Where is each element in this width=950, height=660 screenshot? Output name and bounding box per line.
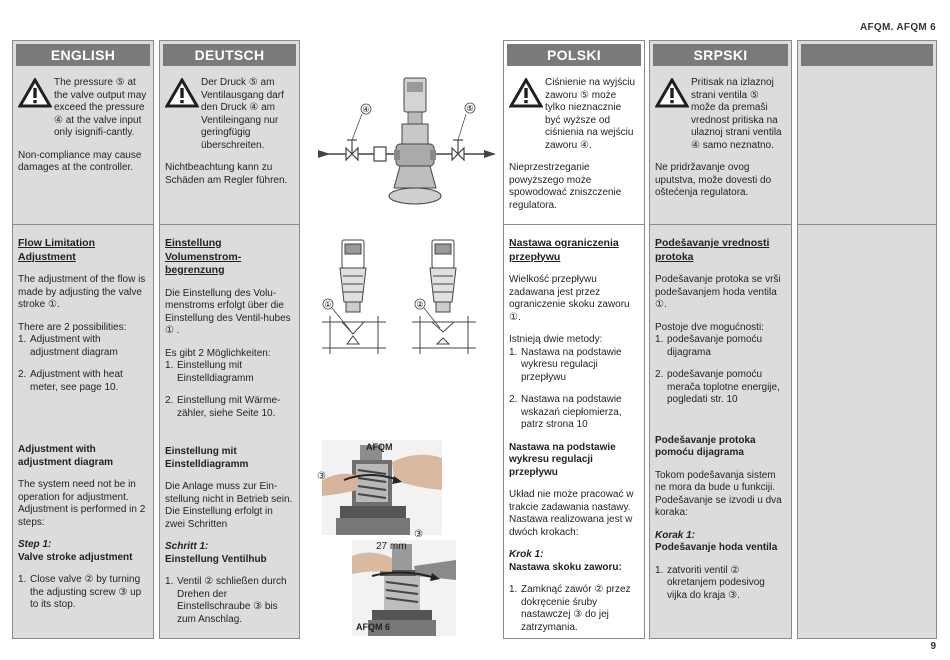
paragraph: Podešavanje protoka se vrši podešavanjem hoda ventila ①. <box>655 274 781 310</box>
step-title: Valve stroke adjustment <box>18 551 133 563</box>
afqm-adjustment-photo <box>322 440 442 535</box>
paragraph: Die Einstellung des Volu-menstroms erfolgt über die Einstellung des Ventil-hubes ① . <box>165 287 291 336</box>
page-number: 9 <box>930 641 936 652</box>
section-title: Nastawa ograniczenia przepływu <box>509 237 619 263</box>
warning-text: Der Druck ⑤ am Ventilausgang darf den Druck ④ am Ventileingang nur geringfügig überschreiten. <box>201 77 284 151</box>
callout-3: ③ <box>414 529 423 540</box>
list-item: 2. Nastawa na podstawie wskazań ciepłomierza, patrz strona 10 <box>509 394 622 430</box>
subsection-title: Nastawa na podstawie wykresu regulacji przepływu <box>509 441 616 478</box>
paragraph: There are 2 possibilities: <box>18 321 127 333</box>
warning-icon <box>18 78 52 108</box>
warning-text: Ciśnienie na wyjściu zaworu ⑤ może tylko nieznacznie być wyższe od ciśnienia na wejściu zaworu ④. <box>545 77 636 151</box>
paragraph: The system need not be in operation for adjustment. Adjustment is performed in 2 steps: <box>18 479 146 528</box>
list-item: 2. Adjustment with heat meter, see page 10. <box>18 369 123 393</box>
dimension-label: 27 mm <box>376 541 407 552</box>
list-item: 1. Ventil ② schließen durch Drehen der Einstellschraube ③ bis zum Anschlag. <box>165 576 287 625</box>
svg-text:④: ④ <box>362 105 370 114</box>
column-polski <box>503 40 645 639</box>
step-title: Nastawa skoku zaworu: <box>509 561 622 573</box>
column-title: POLSKI <box>507 44 641 66</box>
section-divider <box>650 224 791 225</box>
list-item: 1. Einstellung mit Einstelldiagramm <box>165 360 254 384</box>
column-empty <box>797 40 937 639</box>
column-title: DEUTSCH <box>163 44 296 66</box>
column-title-empty <box>801 44 933 66</box>
list-item: 1. zatvoriti ventil ② okretanjem podesivog vijka do kraja ③. <box>655 564 765 601</box>
section-title: Podešavanje vrednosti protoka <box>655 237 770 263</box>
step-title: Podešavanje hoda ventila <box>655 542 778 553</box>
svg-text:⑤: ⑤ <box>466 104 474 113</box>
warning-text: The pressure ⑤ at the valve output may exceed the pressure ④ at the valve input only isignifi-cantly. <box>54 77 147 138</box>
paragraph: Tokom podešavanja sistem ne mora da bude u funkciji. Podešavanje se izvodi u dva koraka: <box>655 469 782 518</box>
paragraph: Istnieją dwie metody: <box>509 334 603 345</box>
list-item: 1. Zamknąć zawór ② przez dokręcenie śruby nastawczej ③ do jej zatrzymania. <box>509 584 631 633</box>
column-deutsch <box>159 40 300 639</box>
document-id: AFQM. AFQM 6 <box>859 22 936 33</box>
figure-label: AFQM 6 <box>356 622 391 632</box>
step-title: Einstellung Ventilhub <box>165 553 267 565</box>
step-label: Krok 1: <box>509 549 544 560</box>
list-item: 2. Einstellung mit Wärme-zähler, siehe Seite 10. <box>165 395 281 419</box>
note-text: Nieprzestrzeganie powyższego może spowodować zniszczenie regulatora. <box>509 162 622 211</box>
section-title: Flow Limitation Adjustment <box>18 237 95 263</box>
list-item: 1. podešavanje pomoću dijagrama <box>655 334 763 358</box>
step-label: Step 1: <box>18 539 52 550</box>
note-text: Nichtbeachtung kann zu Schäden am Regler führen. <box>165 162 288 186</box>
svg-text:②: ② <box>416 300 424 309</box>
column-srpski <box>649 40 792 639</box>
subsection-title: Adjustment with adjustment diagram <box>18 444 114 468</box>
warning-block <box>165 77 294 152</box>
warning-block <box>509 77 639 152</box>
svg-text:①: ① <box>324 300 332 309</box>
warning-icon <box>165 78 199 108</box>
paragraph: Układ nie może pracować w trakcie zadawania nastawy. Nastawa realizowana jest w dwóch krokach: <box>509 489 634 538</box>
column-english <box>12 40 154 639</box>
warning-block <box>18 77 148 140</box>
paragraph: Die Anlage muss zur Ein-stellung nicht in Betrieb sein. Die Einstellung erfolgt in zwei Schritten <box>165 481 293 530</box>
warning-icon <box>509 78 543 108</box>
paragraph: Es gibt 2 Möglichkeiten: <box>165 347 271 359</box>
figure-label: AFQM <box>366 442 393 452</box>
note-text: Ne pridržavanje ovog uputstva, može dovesti do oštećenja regulatora. <box>655 162 772 198</box>
section-divider <box>504 224 644 225</box>
valve-installation-diagram <box>316 70 500 220</box>
paragraph: The adjustment of the flow is made by adjusting the valve stroke ①. <box>18 274 146 310</box>
list-item: 1. Close valve ② by turning the adjusting screw ③ up to its stop. <box>18 574 142 610</box>
warning-icon <box>655 78 689 108</box>
paragraph: Postoje dve mogućnosti: <box>655 321 764 333</box>
step-label: Schritt 1: <box>165 541 209 552</box>
paragraph: Wielkość przepływu zadawana jest przez ograniczenie skoku zaworu ①. <box>509 274 630 323</box>
warning-block <box>655 77 786 152</box>
section-divider <box>13 224 153 225</box>
list-item: 2. podešavanje pomoću merača toplotne energije, pogledati str. 10 <box>655 369 780 405</box>
list-item: 1. Adjustment with adjustment diagram <box>18 334 118 358</box>
list-item: 1. Nastawa na podstawie wykresu regulacji przepływu <box>509 346 622 383</box>
warning-text: Pritisak na izlaznoj strani ventila ⑤ može da premaši vrednost pritiska na ulaznoj strani ventila ④ samo neznatno. <box>691 77 782 151</box>
section-divider <box>160 224 299 225</box>
section-title: Einstellung Volumenstrom-begrenzung <box>165 237 242 276</box>
section-divider <box>798 224 936 225</box>
subsection-title: Podešavanje protoka pomoću dijagrama <box>655 434 756 458</box>
note-text: Non-compliance may cause damages at the controller. <box>18 149 142 173</box>
callout-3: ③ <box>317 471 326 482</box>
column-title: ENGLISH <box>16 44 150 66</box>
column-title: SRPSKI <box>653 44 788 66</box>
subsection-title: Einstellung mit Einstelldiagramm <box>165 446 249 470</box>
step-label: Korak 1: <box>655 529 696 541</box>
stroke-adjustment-diagram <box>316 232 500 362</box>
